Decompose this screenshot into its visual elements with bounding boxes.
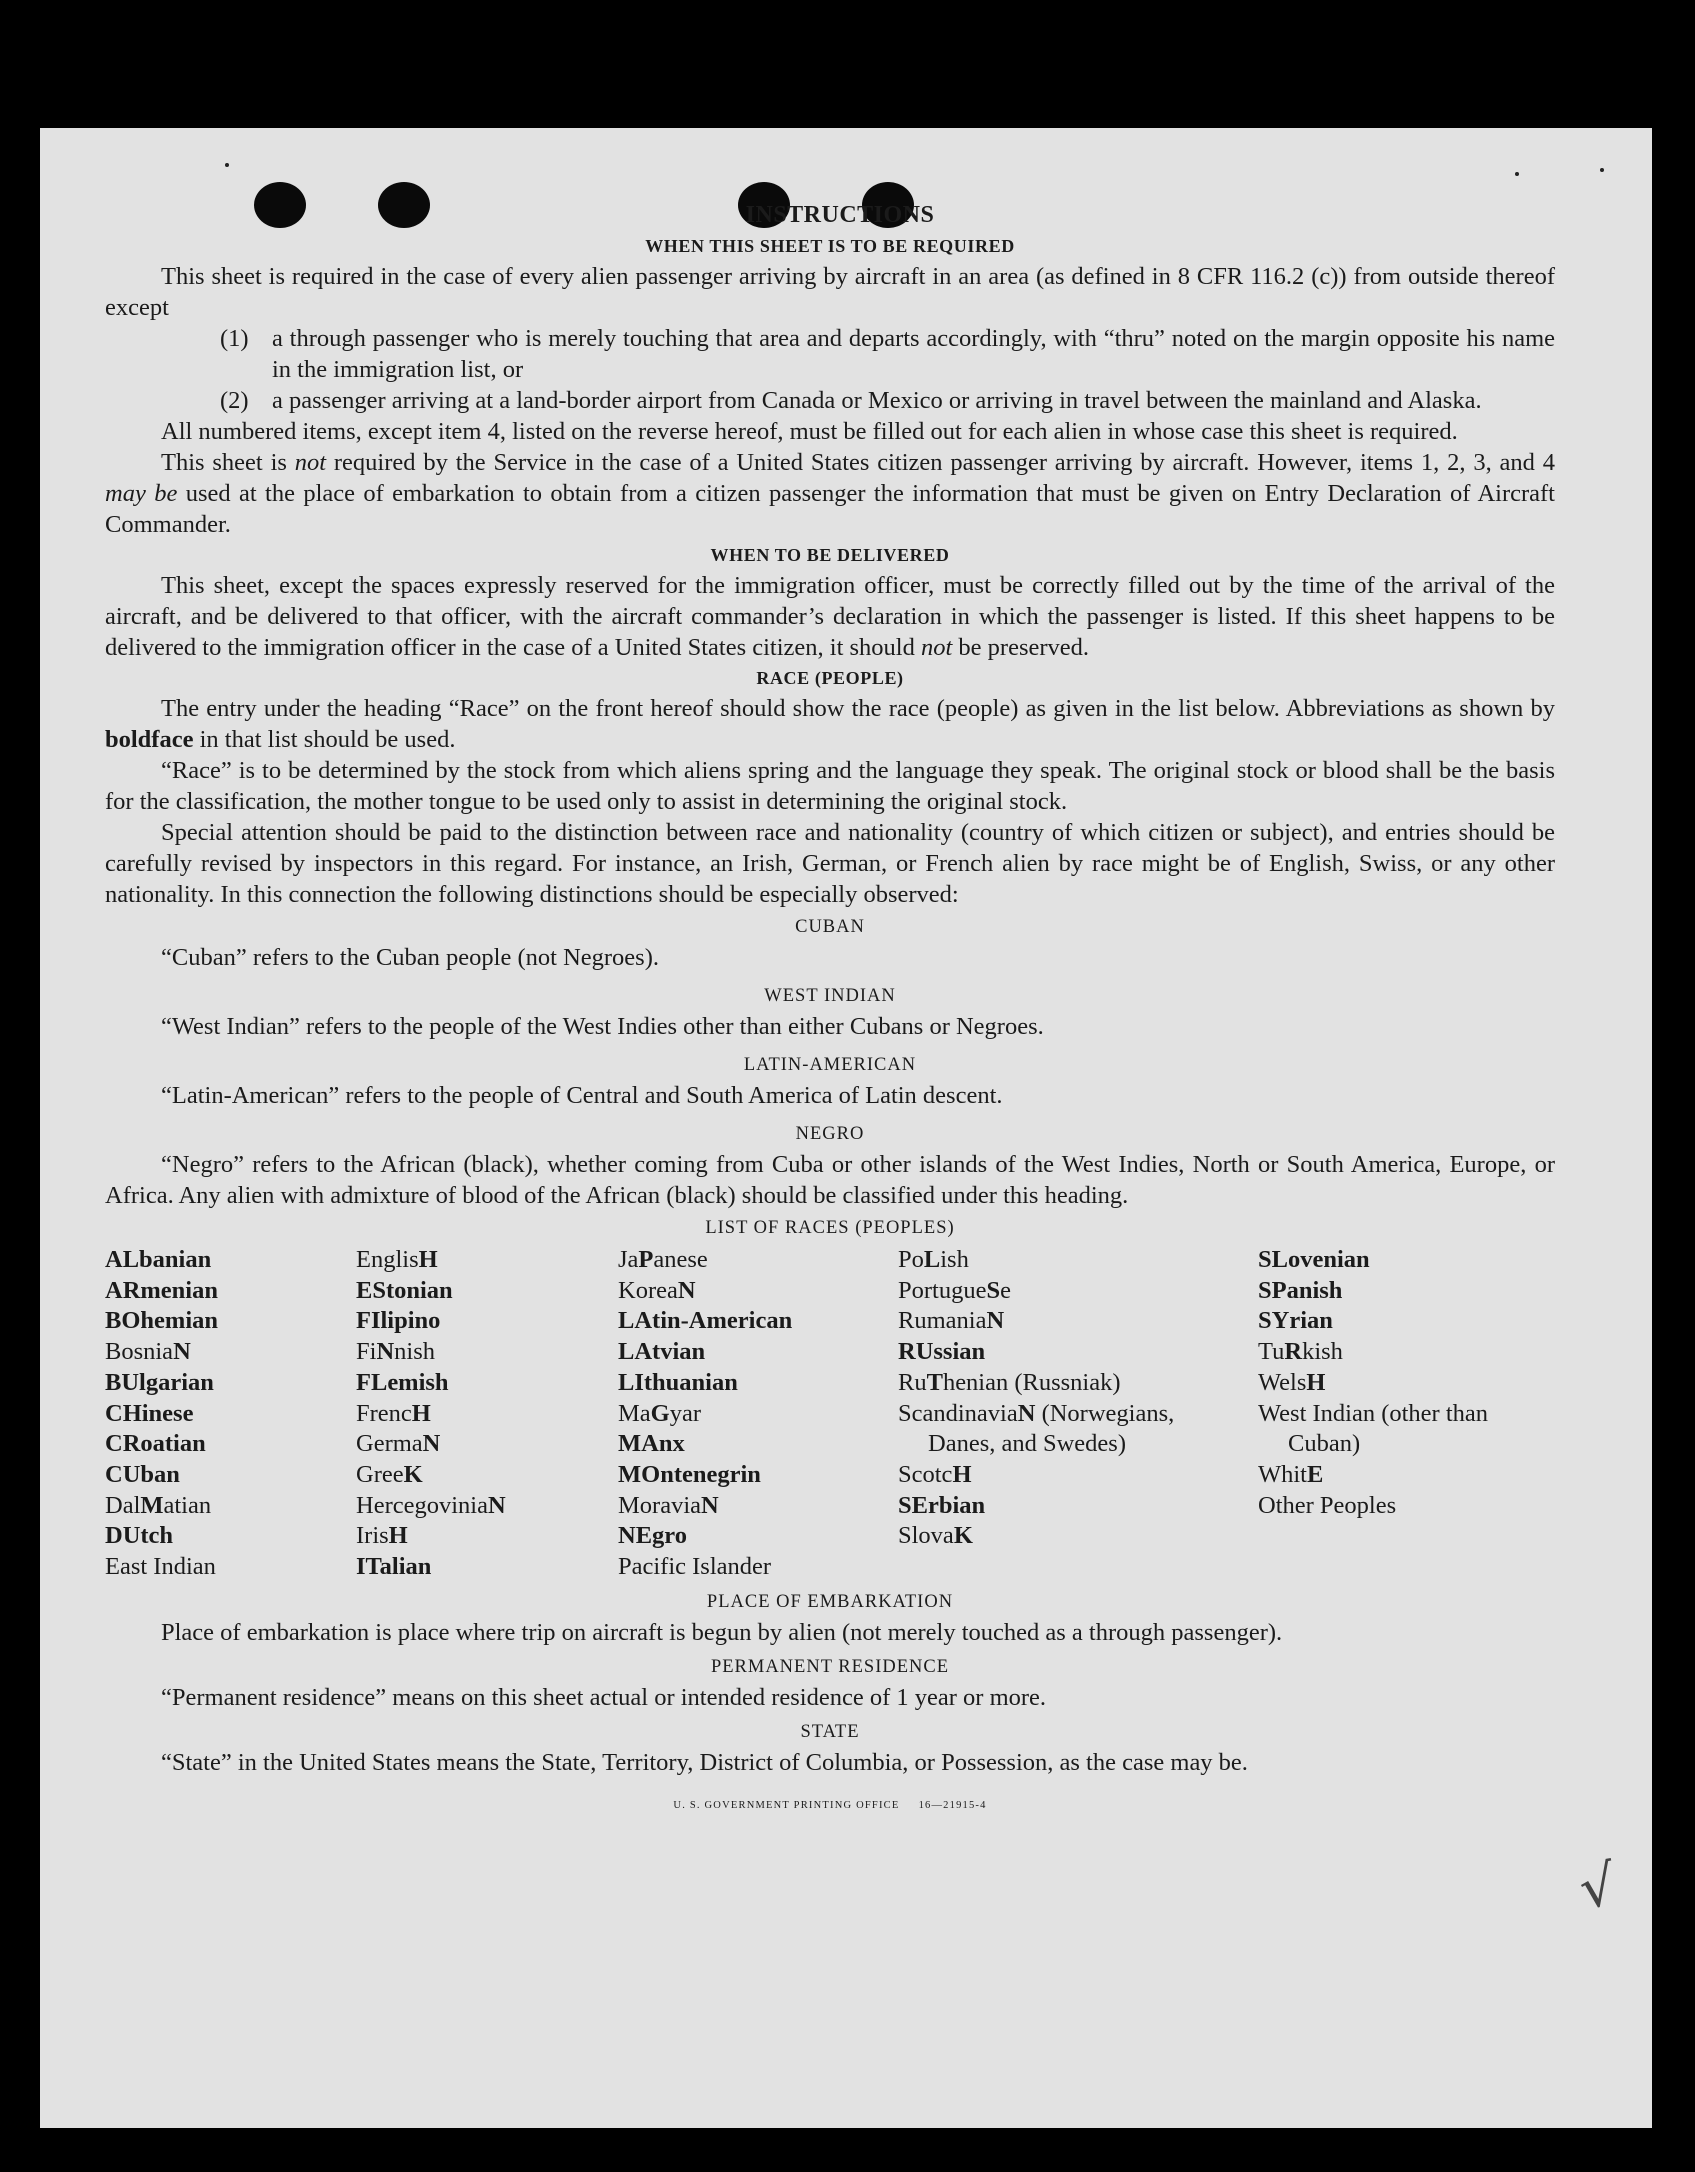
race-entry-part: tch [140,1522,174,1550]
race-entry-part: N [677,1276,696,1304]
race-entry [356,1491,506,1522]
race-entry [618,1306,792,1337]
race-entry [898,1245,1188,1276]
race-entry [1258,1245,1518,1276]
item-number: (2) [220,387,249,414]
race-entry-part: N [986,1307,1005,1335]
race-list [105,1245,1555,1587]
race-entry-part: anish [1286,1276,1343,1304]
race-entry-part: Slova [898,1522,954,1550]
race-entry-part: H [388,1522,408,1550]
race-entry-part: H [952,1460,972,1488]
race-entry [356,1306,506,1337]
heading-when-required: WHEN THIS SHEET IS TO BE REQUIRED [645,236,1015,256]
race-entry-part: IT [356,1553,380,1581]
race-entry-part: tvian [652,1338,706,1366]
race-entry [618,1429,792,1460]
race-entry-part: H [411,1399,431,1427]
race-entry [356,1276,506,1307]
race-entry [1258,1491,1518,1522]
delivered-paragraph: This sheet, except the spaces expressly reserved for the immigration officer, must be correctly filled out by the time of the arrival of the aircraft, and be delivered to that officer, with the aircraft commander’s declaration in which the passenger is listed. If this sheet happens to be delivered to the immigration officer in the case of a United States citizen, it should not be preserved. [105,572,1555,661]
race-entry [356,1429,506,1460]
race-entry [1258,1368,1518,1399]
race-column [105,1245,218,1583]
race-entry-part: N [376,1338,395,1366]
race-entry-part: Scotc [898,1460,953,1488]
race-entry-part: Po [898,1246,924,1273]
race-entry-part: Frenc [356,1399,412,1427]
race-entry-part: BU [105,1368,140,1396]
race-entry [618,1399,792,1430]
race-entry-part: SP [1258,1276,1287,1304]
race-entry-part: menian [140,1276,218,1304]
race-entry-part: N [487,1491,506,1519]
race-entry-part: Fi [356,1338,377,1366]
race-entry [356,1368,506,1399]
race-entry-part: E [1307,1460,1324,1488]
race-entry-part: SL [1258,1246,1288,1273]
race-entry-part: Hercegovinia [356,1491,488,1519]
race-entry-part: K [403,1460,423,1488]
race-entry-part: tonian [385,1276,453,1304]
race-entry-part: rbian [927,1491,986,1519]
race-entry-part: anese [653,1246,708,1273]
race-entry [898,1337,1188,1368]
speck [225,163,229,167]
race-entry [105,1491,218,1522]
race-entry-part: N [1017,1399,1036,1427]
race-entry-part: alian [379,1553,432,1581]
race-entry [898,1368,1188,1399]
race-entry-part: SY [1258,1307,1290,1335]
race-entry-part: LA [618,1307,653,1335]
race-entry-part: CR [105,1430,141,1458]
race-entry [618,1245,792,1276]
race-entry [105,1337,218,1368]
race-entry-part: ntenegrin [660,1460,761,1488]
race-entry-part: M [140,1491,164,1519]
race-column [1258,1245,1518,1521]
residence-text: “Permanent residence” means on this sheet actual or intended residence of 1 year or more. [161,1684,1047,1711]
heading-when-delivered: WHEN TO BE DELIVERED [710,545,950,565]
race-entry-part: AL [105,1246,140,1273]
race-entry-part: Dal [105,1491,141,1519]
item-number: (1) [220,325,249,352]
race-entry [356,1337,506,1368]
race-entry-part: Korea [618,1276,678,1304]
race-entry [105,1276,218,1307]
numbered-items-paragraph: All numbered items, except item 4, listed on the reverse hereof, must be filled out for each alien in whose case this sheet is required. [161,418,1458,445]
heading-west-indian: WEST INDIAN [764,986,896,1006]
race-entry-part: ES [356,1276,386,1304]
race-entry-part: N [422,1430,441,1458]
race-entry-part: LI [618,1368,644,1396]
race-entry-part: R [1284,1338,1303,1366]
race-entry-part: Iris [356,1522,389,1550]
race-paragraph-3: Special attention should be paid to the distinction between race and nationality (country of which citizen or subject), and entries should be carefully revised by inspectors in this regard. For instance, an Irish, German, or French alien by race might be of English, Swiss, or any other nationality. In this connection the following distinctions should be especially observed: [105,819,1555,908]
race-entry [105,1306,218,1337]
race-entry-part: H [1306,1368,1326,1396]
race-entry-part: S [986,1276,1001,1304]
race-entry-part: N [701,1491,719,1519]
race-entry-part: MO [618,1460,661,1488]
item-text: a through passenger who is merely touching that area and departs accordingly, with “thru” noted on the margin opposite his name in the immigration list, or [272,325,1555,383]
race-entry-part: BO [105,1307,141,1335]
race-entry-part: Bosnia [105,1338,174,1366]
race-entry [1258,1276,1518,1307]
race-entry [356,1245,506,1276]
race-entry-part: K [953,1522,973,1550]
race-entry-part: RU [898,1338,934,1366]
race-column [618,1245,792,1583]
race-entry-part: T [926,1368,943,1396]
latin-american-text: “Latin-American” refers to the people of Central and South America of Latin descent. [161,1082,1003,1109]
heading-place-of-embarkation: PLACE OF EMBARKATION [706,1592,954,1612]
race-entry-part: tin-American [652,1307,793,1335]
state-text: “State” in the United States means the State, Territory, District of Columbia, or Possession, as the case may be. [161,1749,1248,1776]
race-paragraph-2: “Race” is to be determined by the stock from which aliens spring and the language they speak. The original stock or blood shall be the basis for the classification, the mother tongue to be used only to assist in determining the original stock. [105,757,1555,815]
race-entry-part: Pacific Islander [618,1553,772,1581]
race-entry-part: Englis [356,1246,419,1273]
race-entry [898,1521,1188,1552]
race-entry-part: G [650,1399,670,1427]
race-entry-part: ban [140,1460,180,1488]
race-entry [105,1552,218,1583]
negro-text: “Negro” refers to the African (black), whether coming from Cuba or other islands of the West Indies, North or South America, Europe, or Africa. Any alien with admixture of blood of the African (black) should be classified under this heading. [105,1151,1555,1209]
printer-imprint: U. S. GOVERNMENT PRINTING OFFICE 16—21915-4 [673,1800,987,1811]
race-entry-part: Moravia [618,1491,701,1519]
race-entry-part: kish [1302,1338,1343,1366]
page-title: INSTRUCTIONS [745,202,935,228]
race-entry-part: N [173,1338,191,1366]
race-entry [105,1429,218,1460]
race-entry-part: West Indian (other than Cuban) [1258,1399,1489,1458]
race-entry [105,1460,218,1491]
race-entry-part: LA [618,1338,653,1366]
race-entry-part: yar [669,1399,702,1427]
heading-negro: NEGRO [795,1124,865,1144]
citizen-paragraph: This sheet is not required by the Service in the case of a United States citizen passenger arriving by aircraft. However, items 1, 2, 3, and 4 may be used at the place of embarkation to obtain from a citizen passenger the information that must be given on Entry Declaration of Aircraft Commander. [105,449,1555,538]
race-entry [618,1552,792,1583]
heading-latin-american: LATIN-AMERICAN [743,1055,917,1075]
race-entry [105,1521,218,1552]
race-entry-part: CU [105,1460,141,1488]
race-entry-part: Rumania [898,1307,987,1335]
race-entry [1258,1337,1518,1368]
west-indian-text: “West Indian” refers to the people of the West Indies other than either Cubans or Negroes. [161,1013,1044,1040]
race-entry-part: SE [898,1491,928,1519]
race-entry-part: L [923,1246,941,1273]
item-text: a passenger arriving at a land-border airport from Canada or Mexico or arriving in travel between the mainland and Alaska. [272,387,1482,414]
race-entry-part: ssian [933,1338,986,1366]
race-entry-part: P [638,1246,654,1273]
race-paragraph-1: The entry under the heading “Race” on the front hereof should show the race (people) as given in the list below. Abbreviations as shown by boldface in that list should be used. [105,695,1555,753]
race-entry [105,1368,218,1399]
race-entry-part: FI [356,1307,381,1335]
race-entry [618,1460,792,1491]
race-entry [618,1521,792,1552]
race-entry-part: Other Peoples [1258,1491,1397,1519]
race-entry-part: AR [105,1276,141,1304]
race-entry-part: rian [1289,1307,1333,1335]
race-entry-part: Ru [898,1368,927,1396]
race-entry-part: nish [394,1338,435,1366]
race-entry-part: Ma [618,1399,651,1427]
race-entry-part: Whit [1258,1460,1307,1488]
race-entry [898,1460,1188,1491]
speck [1515,172,1519,176]
race-entry-part: ish [940,1246,969,1273]
race-entry [618,1368,792,1399]
race-entry-part: Wels [1258,1368,1307,1396]
handwritten-check-mark: √ [1574,1852,1622,1923]
race-entry-part: Ja [618,1246,639,1273]
race-entry-part: Germa [356,1430,423,1458]
race-entry-part: oatian [140,1430,206,1458]
race-entry-part: Tu [1258,1338,1285,1366]
speck [1600,168,1604,172]
race-entry [898,1306,1188,1337]
race-entry [898,1491,1188,1522]
heading-state: STATE [800,1722,860,1742]
race-entry-part: emish [387,1368,449,1396]
exception-item [220,323,1555,385]
heading-list-of-races: LIST OF RACES (PEOPLES) [705,1218,955,1238]
race-entry-part: lgarian [139,1368,214,1396]
race-entry [618,1491,792,1522]
race-entry-part: nx [658,1430,685,1458]
race-entry-part: lipino [380,1307,441,1335]
cuban-text: “Cuban” refers to the Cuban people (not Negroes). [161,944,659,971]
race-entry-part: MA [618,1430,659,1458]
race-entry [105,1399,218,1430]
race-entry-part: gro [652,1522,687,1550]
race-entry [356,1521,506,1552]
race-entry-part: Portugue [898,1276,987,1304]
exception-item [220,385,1555,416]
race-entry-part: henian (Russniak) [942,1368,1121,1396]
race-entry-part: NE [618,1522,653,1550]
race-entry [356,1552,506,1583]
race-entry [356,1460,506,1491]
race-column [356,1245,506,1583]
race-entry-part: East Indian [105,1553,216,1581]
race-entry-part: hemian [140,1307,218,1335]
required-intro: This sheet is required in the case of every alien passenger arriving by aircraft in an area (as defined in 8 CFR 116.2 (c)) from outside thereof except [105,263,1555,321]
race-entry [898,1276,1188,1307]
race-entry-part: CH [105,1399,142,1427]
race-entry-part: H [418,1246,438,1273]
heading-permanent-residence: PERMANENT RESIDENCE [710,1657,950,1677]
race-entry-part: FL [356,1368,388,1396]
race-entry-part: inese [141,1399,194,1427]
race-entry-part: Gree [356,1460,404,1488]
embarkation-text: Place of embarkation is place where trip on aircraft is begun by alien (not merely touched as a through passenger). [161,1619,1283,1646]
race-entry-part: DU [105,1522,141,1550]
race-entry-part: (Norwegians, Danes, and Swedes) [928,1399,1175,1458]
instructions-content [105,200,1555,1821]
race-entry [618,1276,792,1307]
race-entry-part: e [1000,1276,1011,1304]
race-column [898,1245,1188,1552]
race-entry [1258,1399,1518,1460]
race-entry-part: banian [139,1246,212,1273]
race-entry [356,1399,506,1430]
race-entry [618,1337,792,1368]
heading-race: RACE (PEOPLE) [756,668,904,688]
race-entry [898,1399,1188,1460]
race-entry [1258,1306,1518,1337]
race-entry-part: thuanian [643,1368,738,1396]
race-entry-part: atian [163,1491,212,1519]
race-entry [1258,1460,1518,1491]
race-entry [105,1245,218,1276]
race-entry-part: ovenian [1287,1246,1370,1273]
race-entry-part: Scandinavia [898,1399,1018,1427]
heading-cuban: CUBAN [795,917,865,937]
